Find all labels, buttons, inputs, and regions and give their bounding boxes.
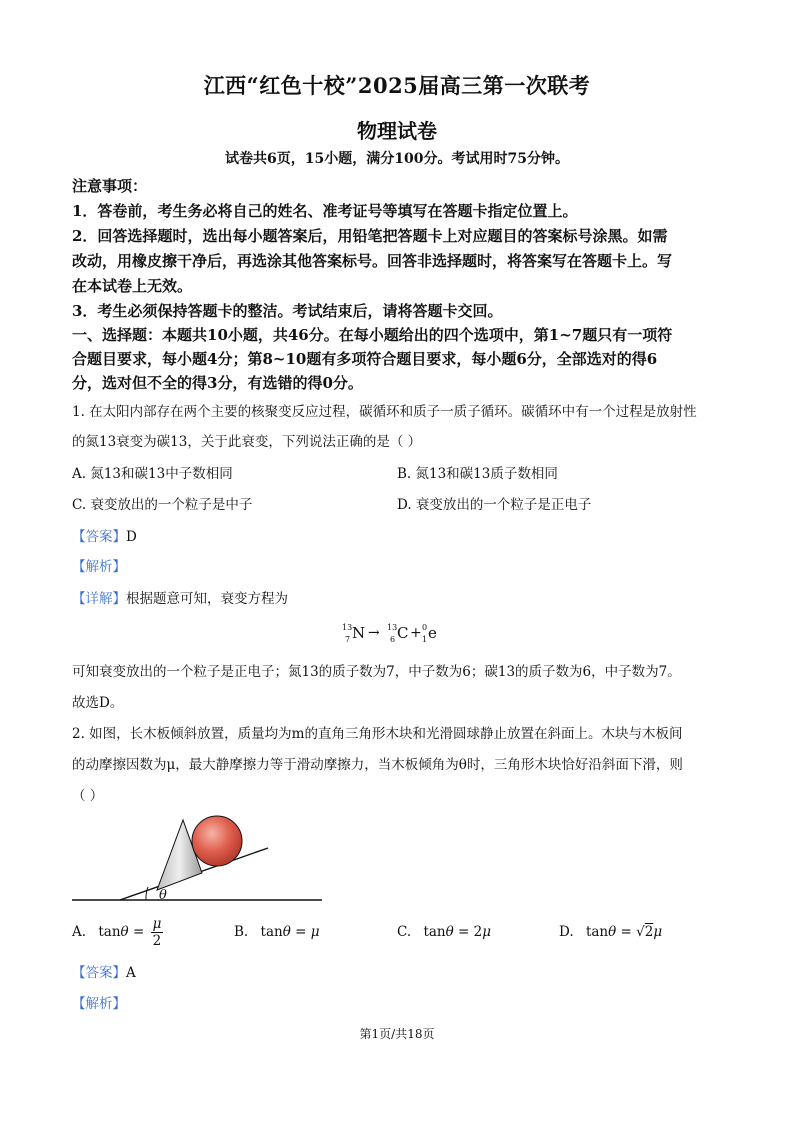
incline-diagram [60,805,340,910]
mu-over-2-fraction: $\frac{\mu}{2}$ [152,916,162,949]
q2-option-c-label: C. [397,924,412,940]
section-line-3: 分，选对但不全的得3分，有选错的得0分。 [72,374,363,392]
decay-equation [0,618,794,650]
q1-answer-label: 【答案】 [72,529,126,545]
notice-item-2b: 改动，用橡皮擦干净后，再选涂其他答案标号。回答非选择题时，将答案写在答题卡上。写 [72,252,673,270]
notice-heading: 注意事项： [72,177,148,195]
notice-item-2c: 在本试卷上无效。 [72,277,193,295]
q1-option-a: A. 氮13和碳13中子数相同 [72,466,233,482]
exam-subtitle: 物理试卷 [357,119,437,143]
q2-stem-2: 的动摩擦因数为μ，最大静摩擦力等于滑动摩擦力，当木板倾角为θ时，三角形木块恰好沿斜面下滑，则 [72,757,683,773]
q2-option-a: A. tanθ = $\frac{\mu}{2}$ [72,916,162,949]
svg-text:6: 6 [390,635,396,644]
q1-conclusion: 可知衰变放出的一个粒子是正电子；氮13的质子数为7，中子数为6；碳13的质子数为6，中子数为7。 [72,664,681,680]
q2-option-b: B. tanθ = μ [234,924,320,940]
svg-text:N: N [352,624,366,642]
q2-analysis-label: 【解析】 [72,996,126,1012]
q1-answer [72,525,732,545]
svg-text:+: + [410,625,422,641]
notice-item-2a: 2．回答选择题时，选出每小题答案后，用铅笔把答题卡上对应题目的答案标号涂黑。如需 [72,227,668,245]
q1-option-c: C. 衰变放出的一个粒子是中子 [72,497,253,513]
q2-stem-3: （ ） [72,788,104,804]
smooth-ball [192,816,242,866]
exam-info: 试卷共6页，15小题，满分100分。考试用时75分钟。 [225,151,569,167]
section-line-2: 合题目要求，每小题4分；第8~10题有多项符合题目要求，每小题6分，全部选对的得6 [72,350,658,368]
q1-stem-2: 的氮13衰变为碳13，关于此衰变，下列说法正确的是（ ） [72,434,422,450]
theta-label: θ [159,888,167,903]
q2-option-a-label: A. [72,924,87,940]
q2-answer-value: A [126,965,136,981]
section-line-1: 一、选择题：本题共10小题，共46分。在每小题给出的四个选项中，第1~7题只有一项符 [72,326,673,344]
decay-equation-graphic [342,618,452,646]
q2-option-d: D. tanθ = √2μ [559,924,663,940]
page-footer: 第1页/共18页 [359,1027,435,1041]
svg-text:7: 7 [345,635,351,644]
q1-detail-text: 根据题意可知，衰变方程为 [126,591,288,607]
q1-answer-value: D [126,529,137,545]
q2-option-b-label: B. [234,924,249,940]
svg-text:13: 13 [387,623,398,632]
q1-choose: 故选D。 [72,695,124,711]
svg-text:→: → [368,625,380,641]
svg-text:13: 13 [342,623,353,632]
svg-text:e: e [428,624,437,642]
q1-stem-1: 1. 在太阳内部存在两个主要的核聚变反应过程，碳循环和质子一质子循环。碳循环中有一个过程是放射性 [72,404,697,420]
q2-option-c: C. tanθ = 2μ [397,924,492,940]
q2-option-d-label: D. [559,924,574,940]
svg-text:C: C [397,624,409,642]
q1-detail-label: 【详解】 [72,591,126,607]
notice-item-1: 1．答卷前，考生务必将自己的姓名、准考证号等填写在答题卡指定位置上。 [72,202,578,220]
q1-option-b: B. 氮13和碳13质子数相同 [397,466,558,482]
q2-answer [72,961,732,981]
q2-answer-label: 【答案】 [72,965,126,981]
notice-item-3: 3．考生必须保持答题卡的整洁。考试结束后，请将答题卡交回。 [72,302,503,320]
q1-analysis-label: 【解析】 [72,559,126,575]
q1-option-d: D. 衰变放出的一个粒子是正电子 [397,497,592,513]
svg-text:0: 0 [422,623,428,632]
theta-arc [146,887,148,900]
q1-detail [72,587,732,607]
svg-text:1: 1 [422,635,428,644]
exam-title: 江西“红色十校”2025届高三第一次联考 [203,73,591,98]
q2-stem-1: 2. 如图，长木板倾斜放置，质量均为m的直角三角形木块和光滑圆球静止放置在斜面上。木块与木板间 [72,726,683,742]
